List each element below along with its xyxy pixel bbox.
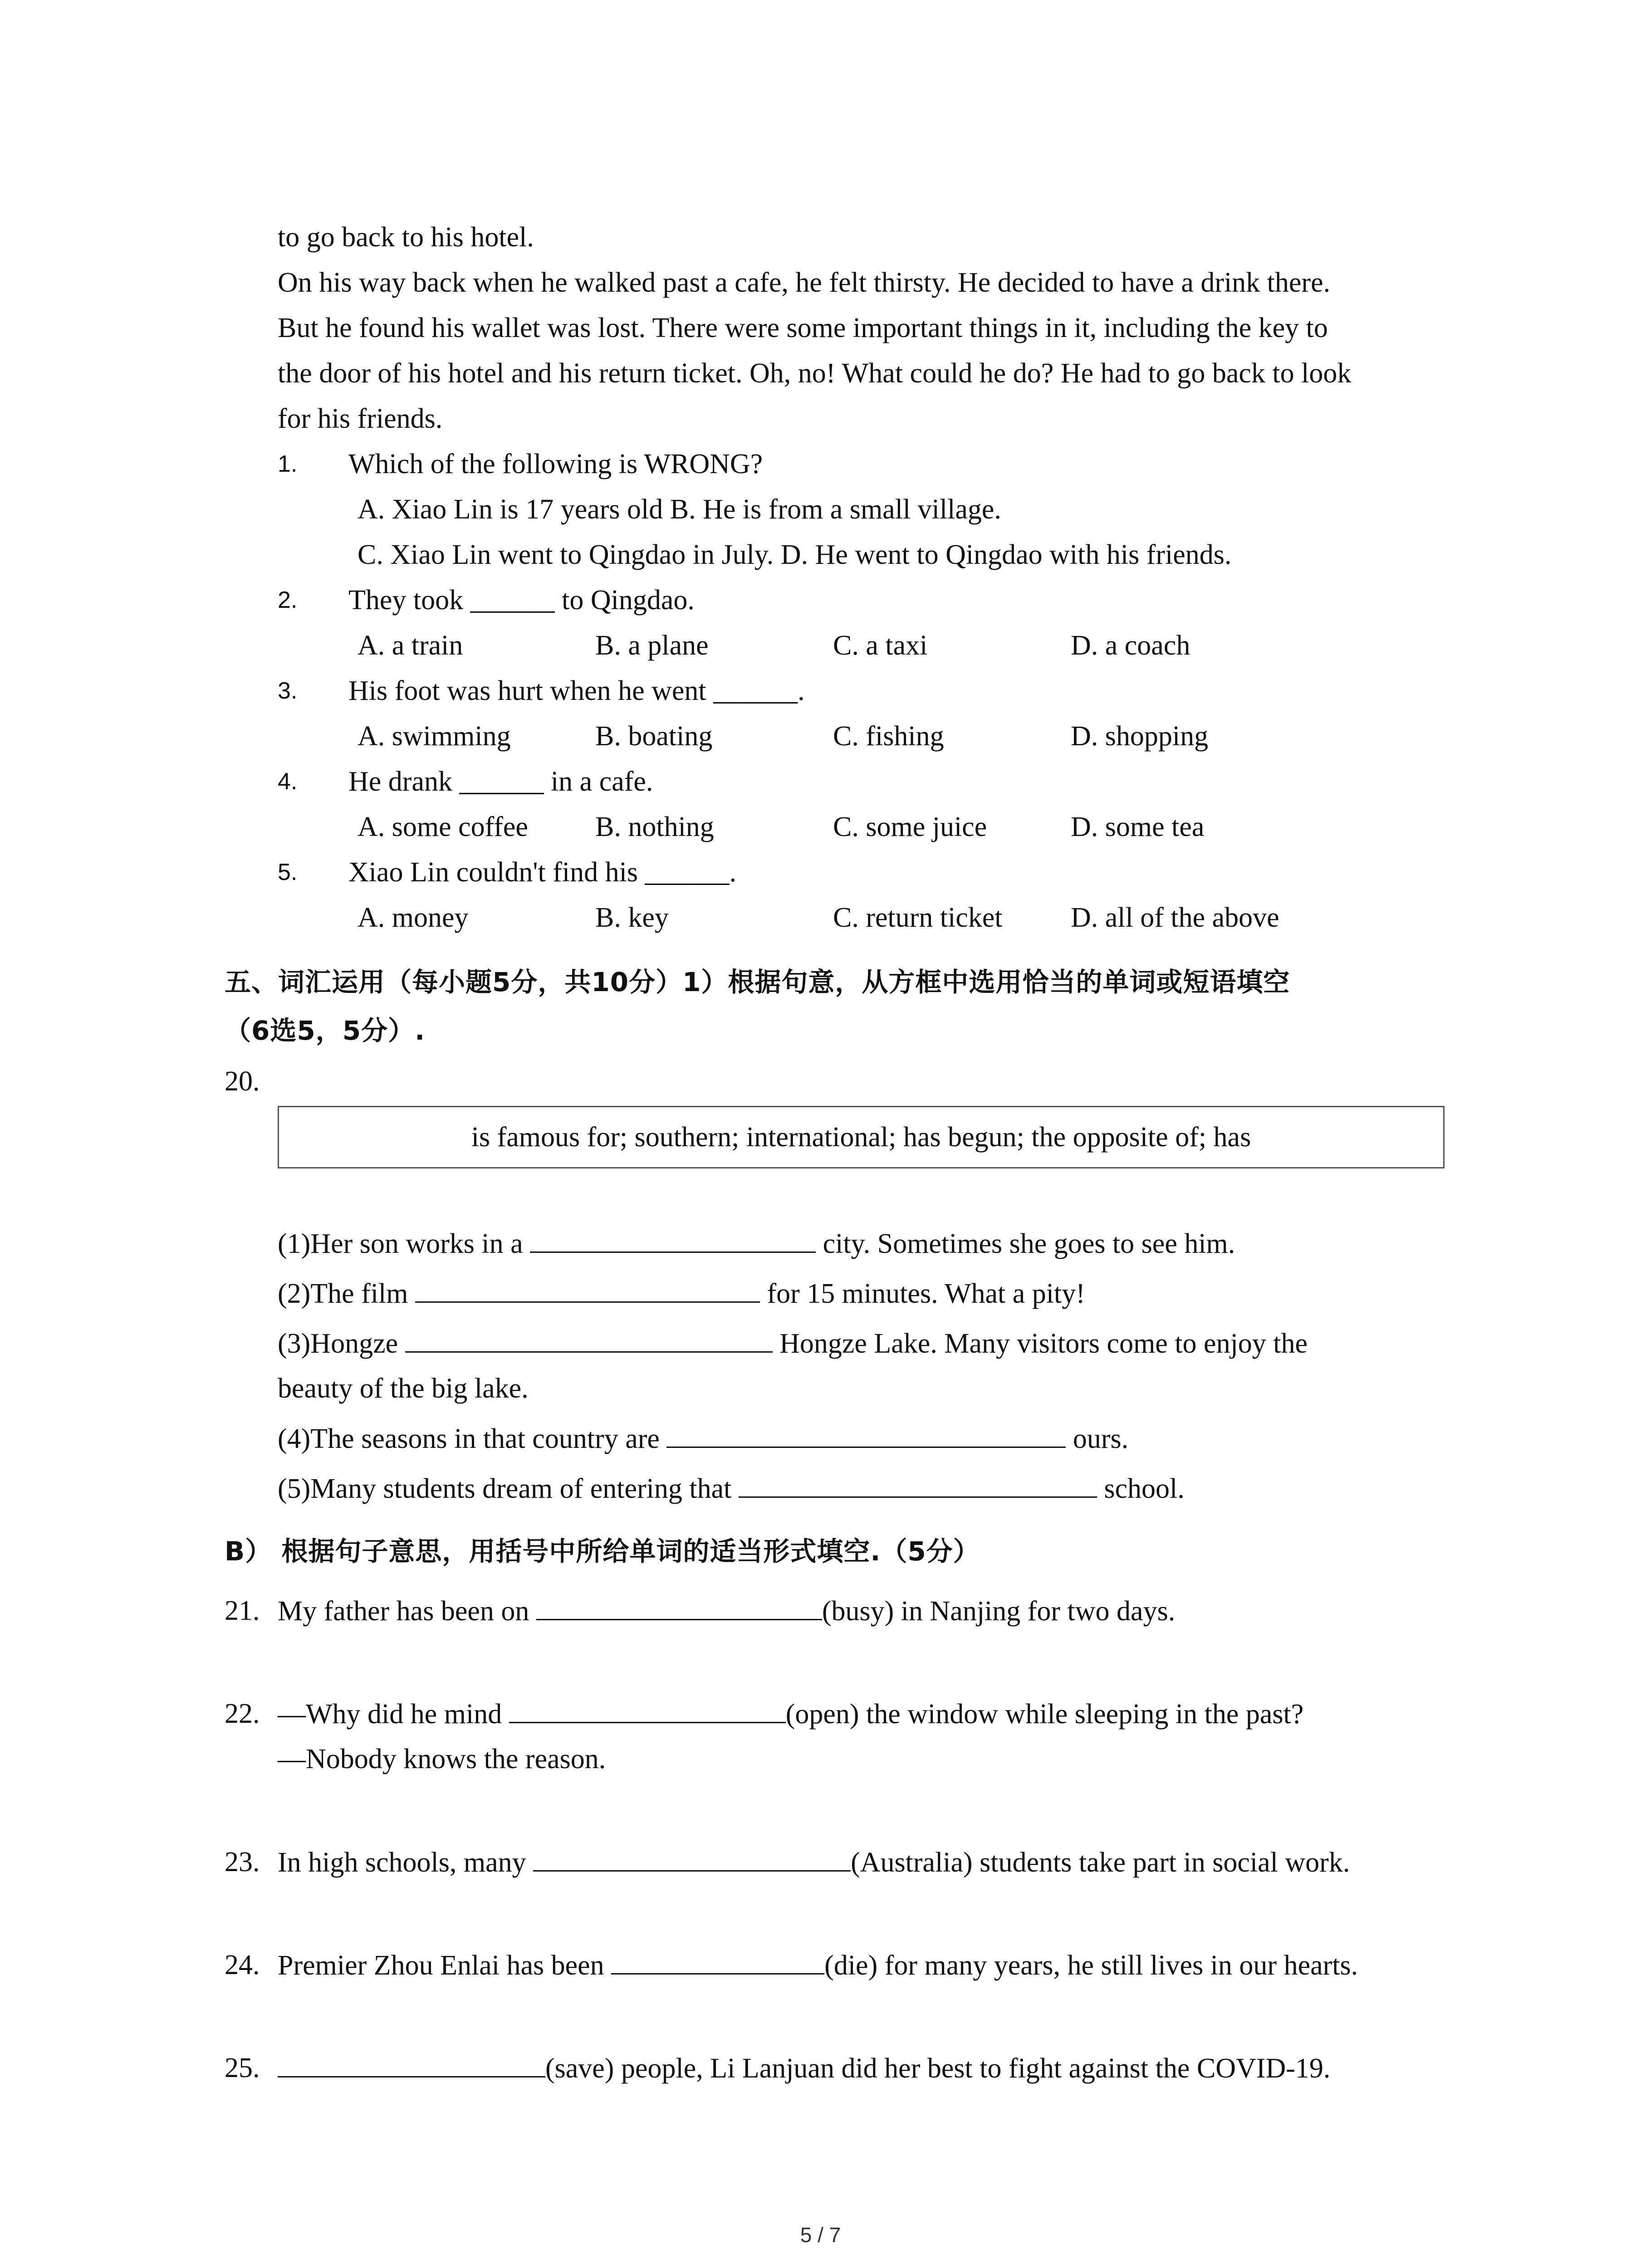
fill-sentence	[278, 1471, 1185, 1506]
question-number: 24.	[225, 1950, 260, 1980]
option-b: B. key	[595, 902, 669, 933]
question-number: 20.	[225, 1066, 260, 1097]
option-a: A. swimming	[358, 721, 511, 752]
fill-sentence	[278, 2051, 1330, 2086]
question-number: 21.	[225, 1595, 260, 1626]
sentence-post: for 15 minutes. What a pity!	[767, 1278, 1085, 1309]
question-number: 23.	[225, 1847, 260, 1877]
answer-blank[interactable]	[530, 1226, 816, 1253]
word-box-text: is famous for; southern; international; has begun; the opposite of; has	[471, 1121, 1251, 1153]
option-c: C. fishing	[833, 721, 944, 752]
question-number: 5.	[278, 859, 298, 885]
question-number: 1.	[278, 451, 298, 477]
passage-line: On his way back when he walked past a cafe, he felt thirsty. He decided to have a drink there.	[278, 267, 1331, 298]
answer-blank[interactable]	[533, 1845, 851, 1872]
fill-sentence	[278, 1226, 1235, 1261]
option-d: D. all of the above	[1071, 902, 1279, 933]
option-b: B. nothing	[595, 811, 714, 842]
answer-blank[interactable]	[536, 1593, 822, 1620]
option-a: A. a train	[358, 630, 463, 661]
fill-sentence	[278, 1276, 1085, 1311]
passage-line: the door of his hotel and his return ticket. Oh, no! What could he do? He had to go back to look	[278, 358, 1352, 389]
option-d: D. shopping	[1071, 721, 1209, 752]
option-a: A. money	[358, 902, 469, 933]
sentence-post: Hongze Lake. Many visitors come to enjoy the	[779, 1328, 1308, 1359]
option-line: C. Xiao Lin went to Qingdao in July. D. He went to Qingdao with his friends.	[358, 539, 1232, 570]
reply-line: —Nobody knows the reason.	[278, 1744, 606, 1774]
question-text: Xiao Lin couldn't find his ______.	[348, 857, 736, 888]
sentence-pre: (5)Many students dream of entering that	[278, 1473, 732, 1504]
answer-blank[interactable]	[278, 2051, 545, 2077]
sentence-pre: (4)The seasons in that country are	[278, 1423, 660, 1454]
question-number: 3.	[278, 678, 298, 704]
sentence-pre: Premier Zhou Enlai has been	[278, 1950, 604, 1981]
sentence-post: (die) for many years, he still lives in our hearts.	[824, 1950, 1358, 1981]
fill-sentence	[278, 1593, 1175, 1628]
sentence-pre: (2)The film	[278, 1278, 408, 1309]
answer-blank[interactable]	[405, 1326, 773, 1353]
sentence-post: (open) the window while sleeping in the past?	[785, 1699, 1304, 1730]
sentence-pre: (1)Her son works in a	[278, 1228, 523, 1259]
passage-line: to go back to his hotel.	[278, 222, 534, 253]
sentence-continued: beauty of the big lake.	[278, 1373, 529, 1404]
section-heading: 五、词汇运用（每小题5分，共10分）1）根据句意，从方框中选用恰当的单词或短语填空	[225, 967, 1290, 997]
question-number: 25.	[225, 2053, 260, 2083]
option-c: C. some juice	[833, 811, 987, 842]
question-text: He drank ______ in a cafe.	[348, 766, 653, 797]
sentence-post: (busy) in Nanjing for two days.	[822, 1596, 1176, 1627]
sentence-pre: (3)Hongze	[278, 1328, 398, 1359]
sentence-pre: My father has been on	[278, 1596, 529, 1627]
word-box	[278, 1106, 1445, 1168]
section-b-heading: B） 根据句子意思，用括号中所给单词的适当形式填空.（5分）	[225, 1536, 980, 1567]
question-number: 2.	[278, 587, 298, 613]
question-text: Which of the following is WRONG?	[348, 449, 763, 479]
option-b: B. a plane	[595, 630, 709, 661]
option-d: D. some tea	[1071, 811, 1205, 842]
option-d: D. a coach	[1071, 630, 1190, 661]
fill-sentence	[278, 1421, 1128, 1456]
section-heading-cont: （6选5，5分）.	[225, 1015, 426, 1046]
fill-sentence	[278, 1948, 1358, 1983]
answer-blank[interactable]	[415, 1276, 760, 1303]
sentence-post: ours.	[1073, 1423, 1129, 1454]
question-number: 4.	[278, 768, 298, 795]
passage-line: for his friends.	[278, 403, 443, 434]
option-a: A. some coffee	[358, 811, 528, 842]
answer-blank[interactable]	[509, 1696, 786, 1723]
sentence-pre: —Why did he mind	[278, 1699, 502, 1730]
fill-sentence	[278, 1696, 1303, 1731]
sentence-post: (Australia) students take part in social work.	[851, 1847, 1350, 1878]
fill-sentence	[278, 1845, 1350, 1880]
sentence-post: school.	[1104, 1473, 1185, 1504]
sentence-pre: In high schools, many	[278, 1847, 526, 1878]
option-b: B. boating	[595, 721, 713, 752]
question-text: They took ______ to Qingdao.	[348, 585, 695, 616]
question-text: His foot was hurt when he went ______.	[348, 675, 805, 706]
answer-blank[interactable]	[666, 1421, 1066, 1448]
question-number: 22.	[225, 1698, 260, 1729]
fill-sentence	[278, 1326, 1308, 1361]
sentence-post: (save) people, Li Lanjuan did her best to fight against the COVID-19.	[545, 2053, 1331, 2084]
option-line: A. Xiao Lin is 17 years old B. He is from a small village.	[358, 494, 1001, 525]
answer-blank[interactable]	[739, 1471, 1097, 1498]
passage-line: But he found his wallet was lost. There were some important things in it, including the key to	[278, 313, 1328, 343]
page-number: 5 / 7	[800, 2223, 841, 2247]
answer-blank[interactable]	[611, 1948, 824, 1975]
option-c: C. return ticket	[833, 902, 1003, 933]
sentence-post: city. Sometimes she goes to see him.	[823, 1228, 1235, 1259]
option-c: C. a taxi	[833, 630, 928, 661]
